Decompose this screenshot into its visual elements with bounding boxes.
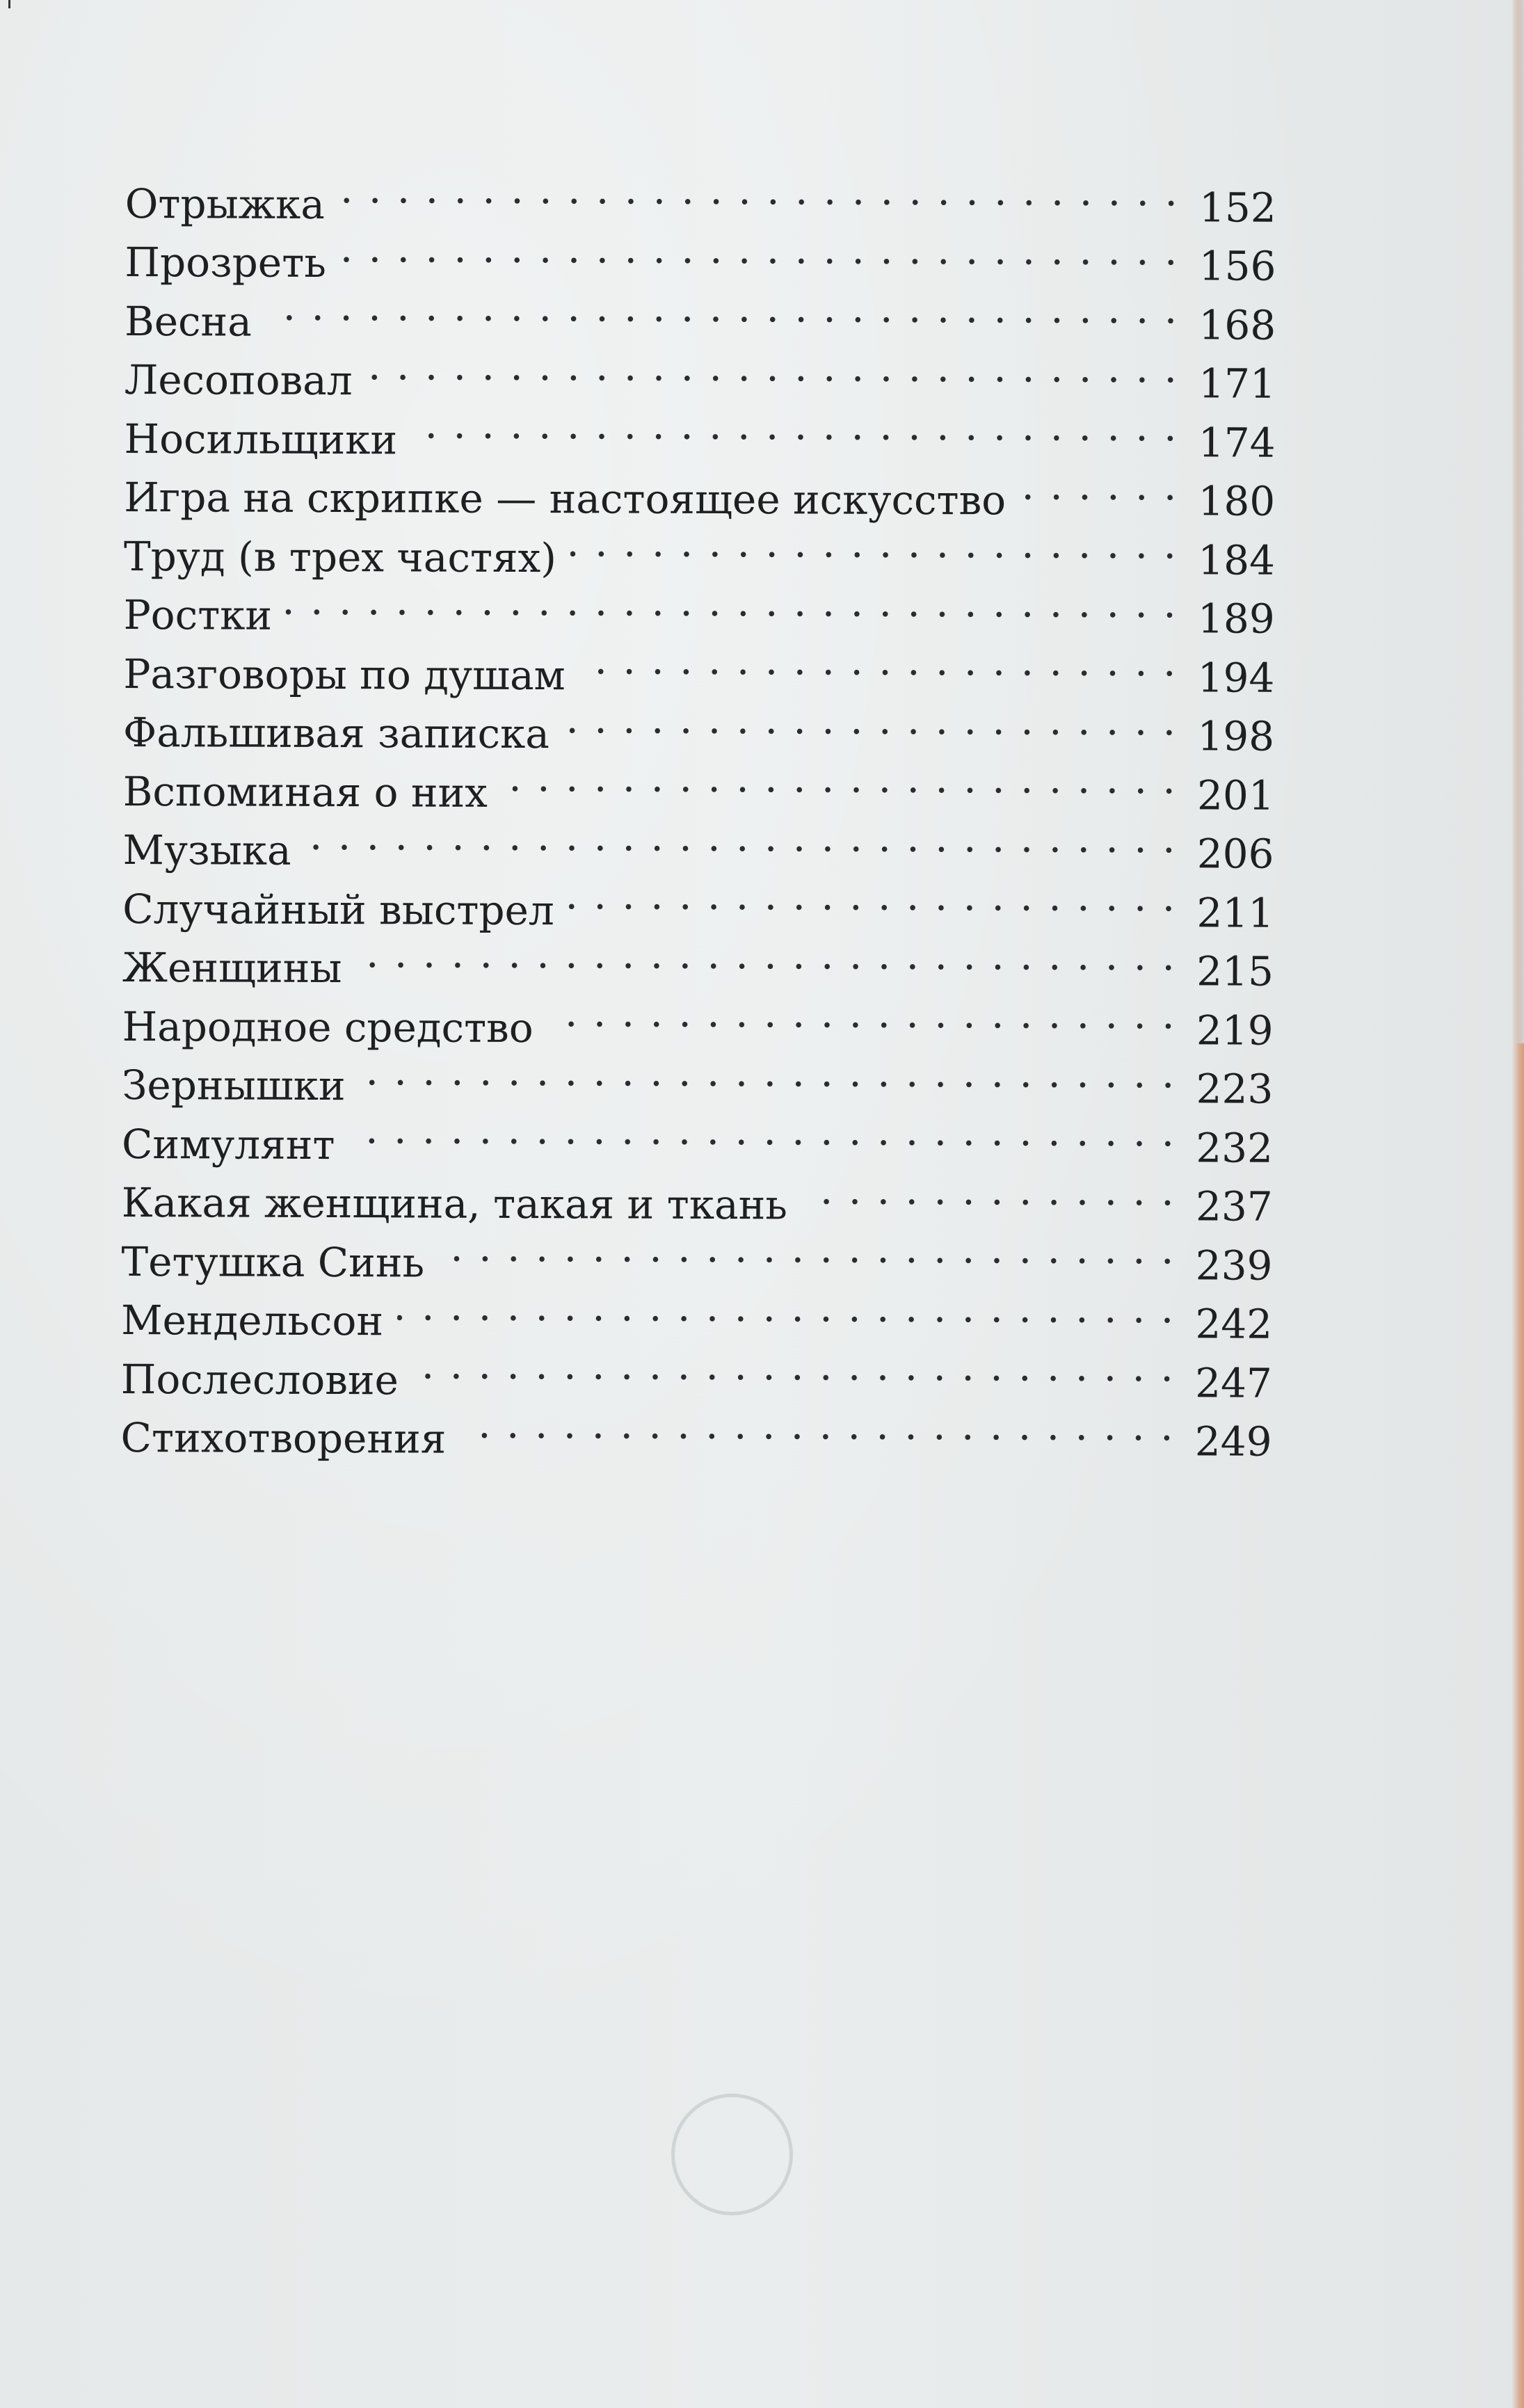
toc-entry-title: Ростки bbox=[123, 591, 273, 639]
toc-entry-page: 174 bbox=[1198, 418, 1276, 467]
toc-entry-page: 168 bbox=[1198, 300, 1276, 349]
age-rating-circle-bleed bbox=[671, 2094, 793, 2215]
toc-entry-page: 219 bbox=[1196, 1006, 1274, 1054]
toc-entry-title: Музыка bbox=[122, 826, 291, 874]
toc-entry-page: 171 bbox=[1198, 360, 1276, 408]
toc-entry-page: 223 bbox=[1196, 1065, 1274, 1113]
toc-entry-title: Народное средство bbox=[122, 1002, 534, 1052]
toc-entry-title: Зернышки bbox=[122, 1061, 346, 1110]
toc-entry-page: 194 bbox=[1197, 653, 1275, 702]
toc-entry-page: 180 bbox=[1198, 477, 1276, 525]
toc-dot-leader bbox=[360, 1041, 1176, 1103]
toc-dot-leader bbox=[367, 336, 1179, 398]
toc-dot-leader bbox=[348, 1100, 1176, 1162]
toc-entry bbox=[123, 570, 1275, 643]
toc-entry-title: Разговоры по душам bbox=[123, 650, 566, 699]
toc-dot-leader bbox=[579, 630, 1178, 691]
toc-dot-leader bbox=[460, 1394, 1175, 1455]
toc-entry-page: 249 bbox=[1194, 1418, 1272, 1466]
toc-entry-title: Лесоповал bbox=[124, 355, 353, 405]
toc-entry bbox=[125, 276, 1276, 349]
toc-entry-page: 239 bbox=[1195, 1241, 1273, 1290]
toc-dot-leader bbox=[355, 924, 1176, 986]
toc-entry-title: Женщины bbox=[122, 943, 342, 993]
toc-entry bbox=[123, 629, 1275, 702]
page-edge-shadow bbox=[1511, 0, 1524, 1043]
toc-entry-page: 201 bbox=[1196, 771, 1274, 819]
toc-dot-leader bbox=[340, 218, 1179, 280]
toc-entry-title: Мендельсон bbox=[121, 1296, 384, 1345]
toc-entry-title: Отрыжка bbox=[125, 179, 326, 228]
toc-entry-page: 206 bbox=[1196, 830, 1274, 878]
toc-entry-page: 211 bbox=[1196, 888, 1274, 937]
toc-entry-page: 152 bbox=[1198, 183, 1276, 232]
table-of-contents bbox=[120, 159, 1276, 1466]
page-tick-mark bbox=[8, 0, 10, 8]
toc-entry-title: Труд (в трех частях) bbox=[123, 532, 557, 581]
toc-dot-leader bbox=[411, 394, 1178, 456]
toc-entry-title: Симулянт bbox=[121, 1120, 335, 1169]
toc-entry-page: 156 bbox=[1198, 242, 1276, 290]
toc-entry-title: Случайный выстрел bbox=[122, 885, 554, 934]
toc-entry-title: Стихотворения bbox=[120, 1413, 447, 1463]
toc-entry bbox=[125, 159, 1276, 232]
toc-entry-title: Какая женщина, такая и ткань bbox=[121, 1178, 787, 1229]
toc-entry-title: Прозреть bbox=[125, 238, 326, 287]
toc-entry-page: 237 bbox=[1195, 1182, 1273, 1230]
toc-entry-title: Носильщики bbox=[124, 415, 398, 463]
toc-entry-title: Тетушка Синь bbox=[121, 1237, 425, 1287]
toc-dot-leader bbox=[801, 1160, 1176, 1220]
toc-entry-title: Фальшивая записка bbox=[123, 708, 550, 758]
toc-entry-title: Вспоминая о них bbox=[122, 767, 488, 817]
toc-entry-page: 232 bbox=[1196, 1123, 1274, 1172]
toc-dot-leader bbox=[339, 159, 1179, 221]
toc-entry-title: Послесловие bbox=[120, 1355, 399, 1404]
toc-dot-leader bbox=[412, 1335, 1175, 1396]
toc-entry bbox=[124, 335, 1276, 408]
toc-dot-leader bbox=[286, 570, 1178, 632]
toc-dot-leader bbox=[570, 513, 1178, 574]
toc-entry-page: 184 bbox=[1198, 536, 1276, 584]
toc-dot-leader bbox=[266, 277, 1179, 339]
toc-dot-leader bbox=[563, 689, 1177, 751]
toc-entry-page: 189 bbox=[1197, 595, 1275, 643]
toc-dot-leader bbox=[438, 1218, 1176, 1279]
toc-dot-leader bbox=[547, 983, 1176, 1044]
toc-entry-page: 242 bbox=[1195, 1300, 1273, 1348]
toc-dot-leader bbox=[502, 748, 1177, 809]
toc-entry-page: 198 bbox=[1197, 712, 1275, 760]
toc-dot-leader bbox=[397, 1276, 1175, 1338]
toc-entry-page: 215 bbox=[1196, 947, 1274, 995]
toc-entry-title: Весна bbox=[125, 297, 252, 346]
toc-dot-leader bbox=[568, 865, 1177, 926]
toc-dot-leader bbox=[305, 805, 1177, 867]
toc-dot-leader bbox=[1020, 456, 1178, 515]
toc-entry-title: Игра на скрипке — настоящее искусство bbox=[124, 473, 1006, 524]
toc-entry-page: 247 bbox=[1195, 1358, 1272, 1407]
